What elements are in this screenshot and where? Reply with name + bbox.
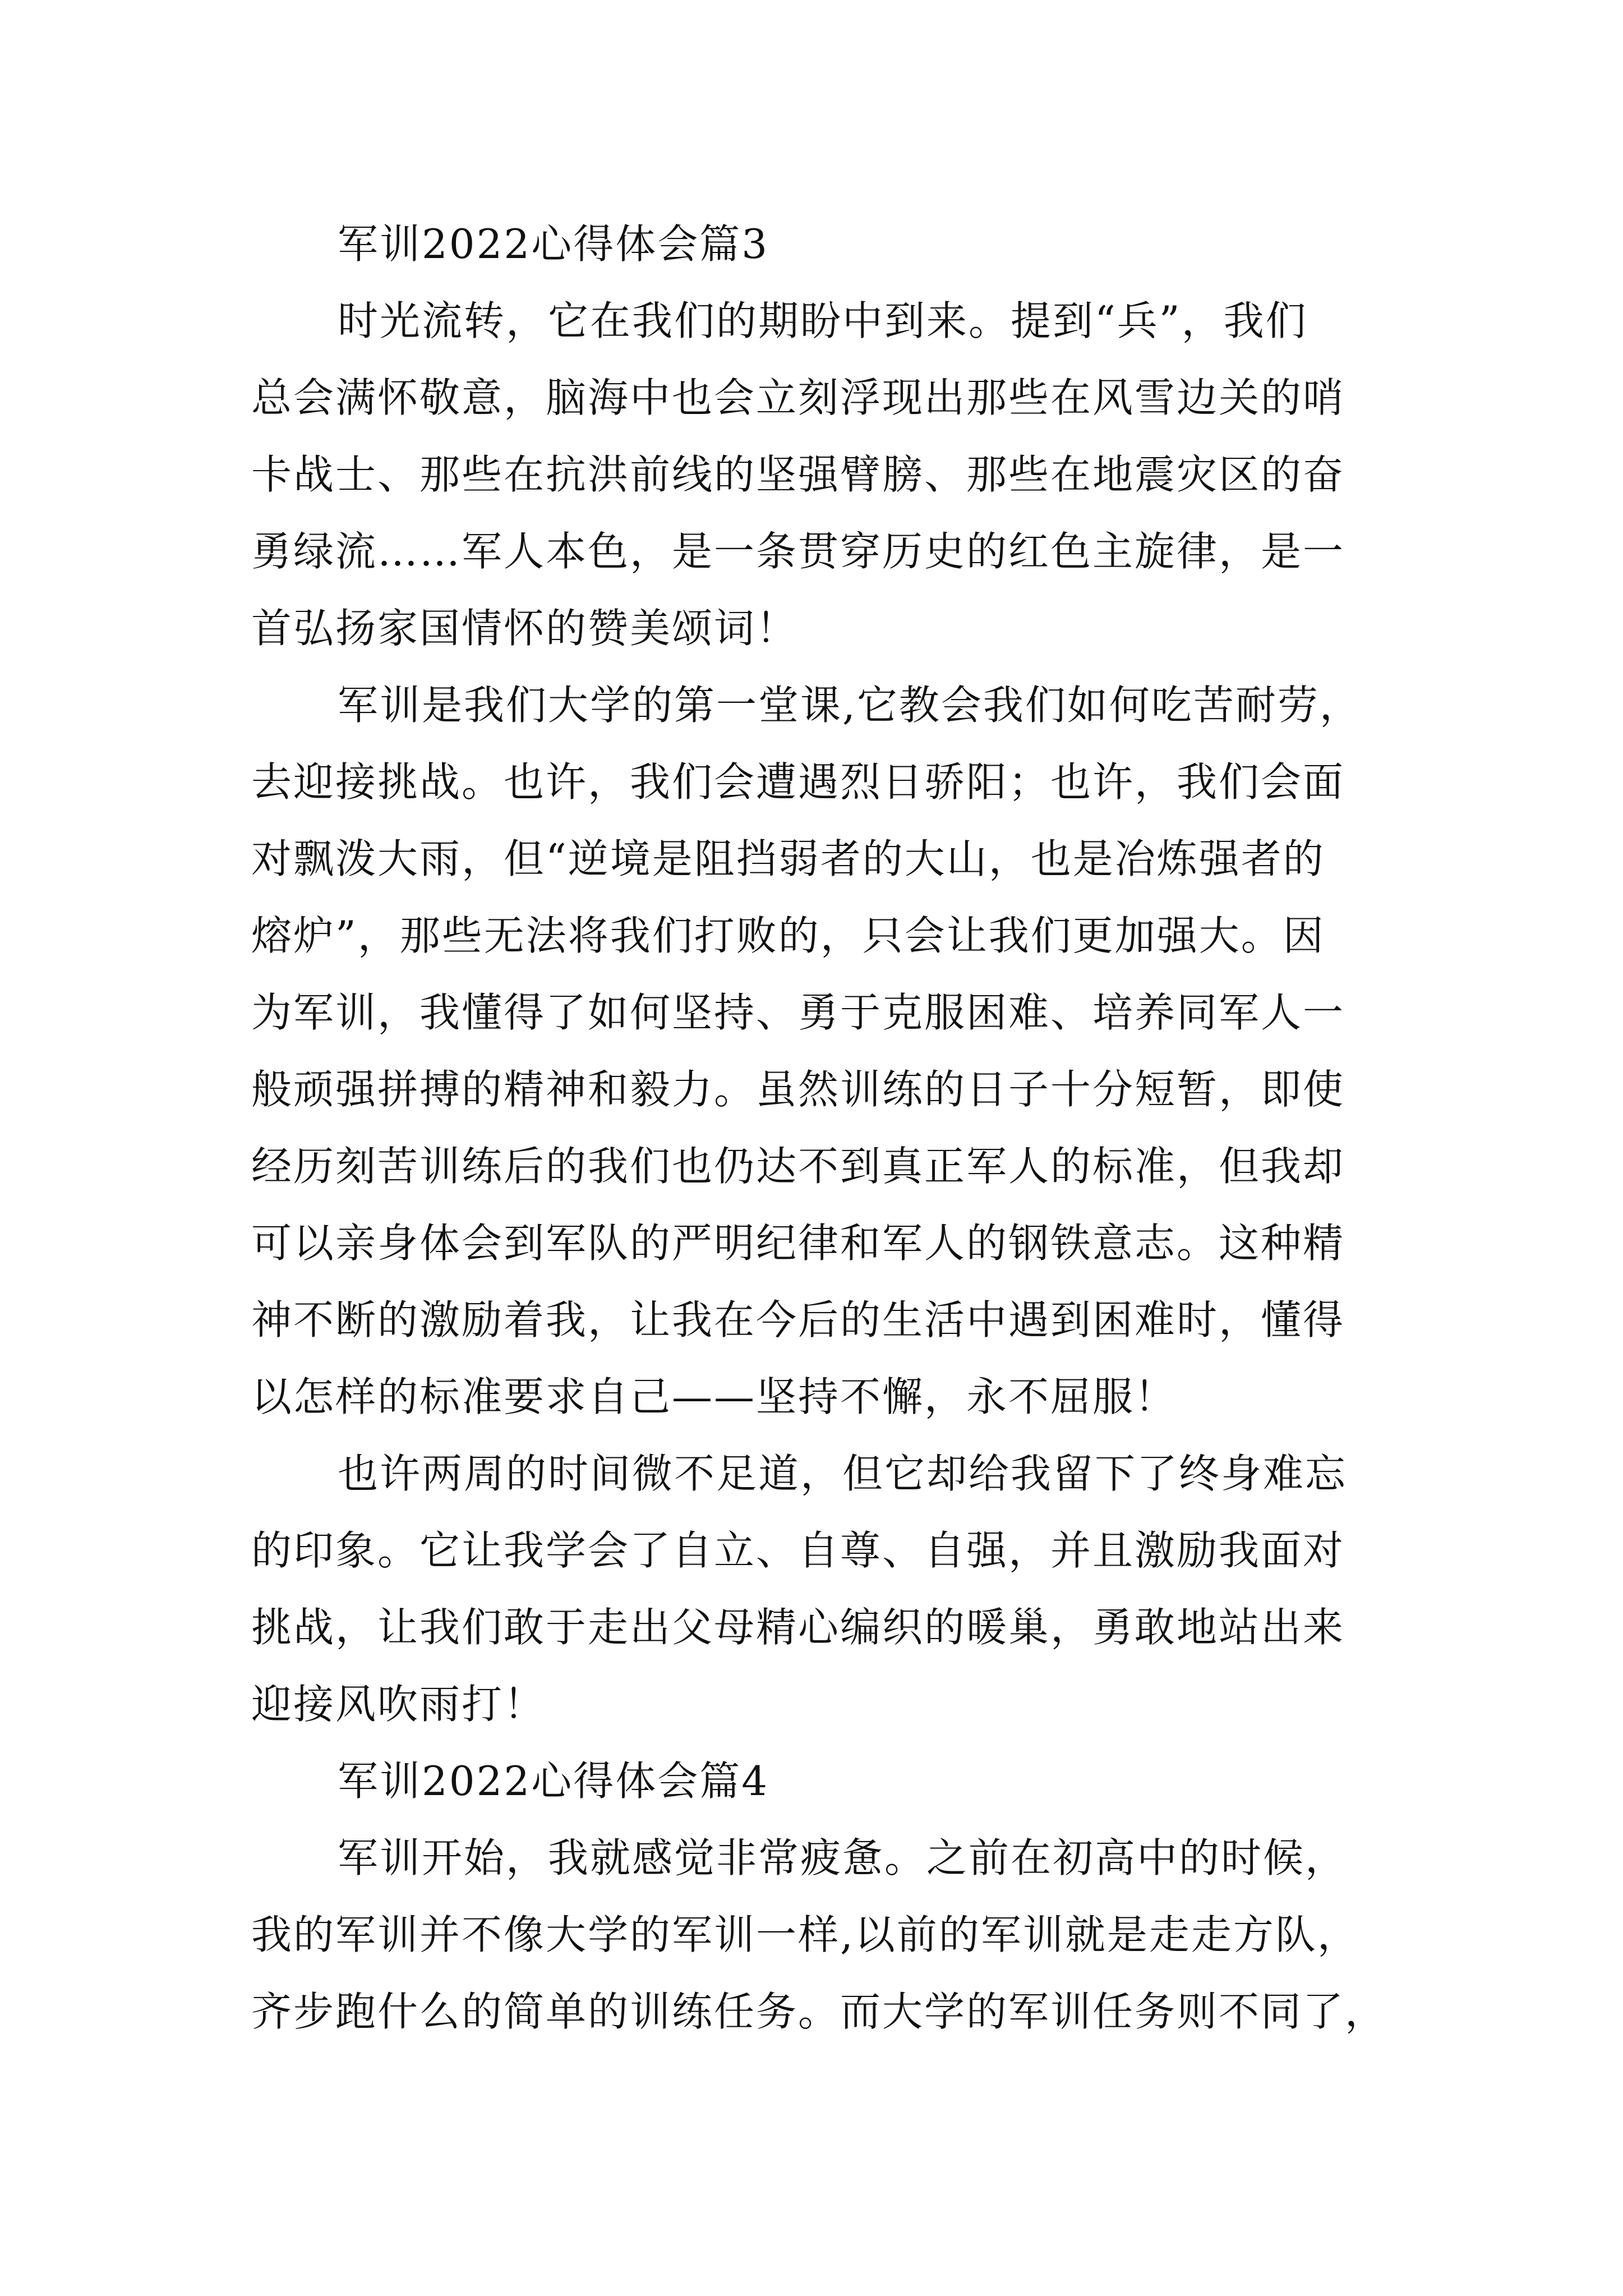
paragraph-4-line-2: 我的军训并不像大学的军训一样,以前的军训就是走走方队， bbox=[251, 1911, 1359, 1958]
paragraph-4-line-1: 军训开始，我就感觉非常疲惫。之前在初高中的时候， bbox=[338, 1834, 1348, 1881]
paragraph-3-line-2: 的印象。它让我学会了自立、自尊、自强，并且激励我面对 bbox=[251, 1527, 1345, 1574]
paragraph-2-line-7: 经历刻苦训练后的我们也仍达不到真正军人的标准，但我却 bbox=[251, 1143, 1345, 1190]
paragraph-1-line-5: 首弘扬家国情怀的赞美颂词！ bbox=[251, 605, 799, 652]
paragraph-3-line-4: 迎接风吹雨打！ bbox=[251, 1681, 546, 1728]
paragraph-1-line-3: 卡战士、那些在抗洪前线的坚强臂膀、那些在地震灾区的奋 bbox=[251, 451, 1345, 498]
paragraph-1-line-4: 勇绿流……军人本色，是一条贯穿历史的红色主旋律，是一 bbox=[251, 528, 1345, 575]
paragraph-3-line-3: 挑战，让我们敢于走出父母精心编织的暖巢，勇敢地站出来 bbox=[251, 1604, 1345, 1651]
paragraph-1-line-1: 时光流转，它在我们的期盼中到来。提到“兵”，我们 bbox=[338, 297, 1308, 344]
paragraph-2-line-1: 军训是我们大学的第一堂课,它教会我们如何吃苦耐劳， bbox=[338, 682, 1362, 729]
paragraph-4-line-3: 齐步跑什么的简单的训练任务。而大学的军训任务则不同了， bbox=[251, 1988, 1387, 2035]
paragraph-2-line-5: 为军训，我懂得了如何坚持、勇于克服困难、培养同军人一 bbox=[251, 989, 1345, 1036]
paragraph-3-line-1: 也许两周的时间微不足道，但它却给我留下了终身难忘 bbox=[338, 1450, 1348, 1497]
section-heading-3: 军训2022心得体会篇3 bbox=[338, 220, 769, 268]
paragraph-2-line-8: 可以亲身体会到军队的严明纪律和军人的钢铁意志。这种精 bbox=[251, 1220, 1345, 1267]
paragraph-2-line-10: 以怎样的标准要求自己——坚持不懈，永不屈服！ bbox=[251, 1373, 1177, 1420]
paragraph-2-line-6: 般顽强拼搏的精神和毅力。虽然训练的日子十分短暂，即使 bbox=[251, 1066, 1345, 1113]
paragraph-1-line-2: 总会满怀敬意，脑海中也会立刻浮现出那些在风雪边关的哨 bbox=[251, 374, 1345, 421]
section-heading-4: 军训2022心得体会篇4 bbox=[338, 1757, 769, 1805]
paragraph-2-line-2: 去迎接挑战。也许，我们会遭遇烈日骄阳；也许，我们会面 bbox=[251, 758, 1345, 806]
paragraph-2-line-3: 对飘泼大雨，但“逆境是阻挡弱者的大山，也是冶炼强者的 bbox=[251, 835, 1325, 882]
paragraph-2-line-9: 神不断的激励着我，让我在今后的生活中遇到困难时，懂得 bbox=[251, 1296, 1345, 1343]
paragraph-2-line-4: 熔炉”，那些无法将我们打败的，只会让我们更加强大。因 bbox=[251, 912, 1325, 959]
